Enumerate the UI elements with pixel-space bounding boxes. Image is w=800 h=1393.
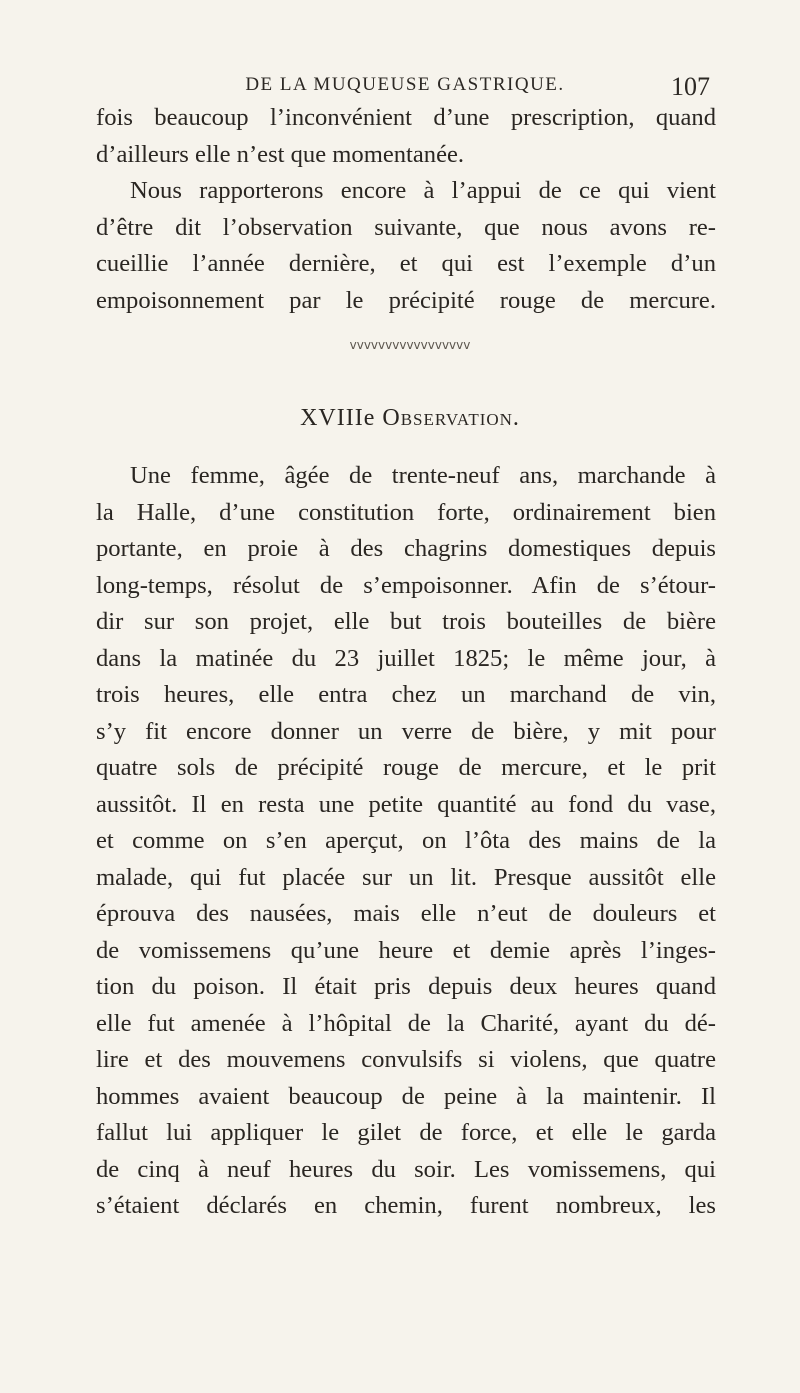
text-line: long-temps, résolut de s’empoisonner. Afin de s’étour- (96, 571, 716, 599)
text-line: elle fut amenée à l’hôpital de la Charité, ayant du dé- (96, 1009, 716, 1037)
text-line: éprouva des nausées, mais elle n’eut de douleurs et (96, 900, 716, 927)
text-line: de vomissemens qu’une heure et demie après l’inges- (96, 936, 716, 964)
text-line: d’être dit l’observation suivante, que nous avons re- (96, 213, 716, 241)
text-line: quatre sols de précipité rouge de mercure, et le prit (96, 754, 716, 781)
text-line: s’y fit encore donner un verre de bière, y mit pour (96, 717, 716, 745)
text-line: la Halle, d’une constitution forte, ordinairement bien (96, 498, 716, 526)
text-line: dir sur son projet, elle but trois bouteilles de bière (96, 608, 716, 635)
text-line: aussitôt. Il en resta une petite quantité au fond du vase, (96, 790, 716, 818)
text-line: malade, qui fut placée sur un lit. Presque aussitôt elle (96, 863, 716, 891)
text-line: et comme on s’en aperçut, on l’ôta des mains de la (96, 827, 716, 854)
text-line: fois beaucoup l’inconvénient d’une prescription, quand (96, 104, 716, 131)
text-line: de cinq à neuf heures du soir. Les vomissemens, qui (96, 1155, 716, 1183)
text-line: empoisonnement par le précipité rouge de mercure. (96, 286, 716, 314)
text-line: cueillie l’année dernière, et qui est l’exemple d’un (96, 250, 716, 277)
text-line: portante, en proie à des chagrins domestiques depuis (96, 535, 716, 562)
text-line: fallut lui appliquer le gilet de force, et elle le garda (96, 1119, 716, 1146)
text-line: hommes avaient beaucoup de peine à la maintenir. Il (96, 1082, 716, 1110)
text-line: trois heures, elle entra chez un marchand de vin, (96, 681, 716, 708)
text-line: Nous rapporterons encore à l’appui de ce qui vient (130, 177, 716, 204)
observation-paragraph (96, 458, 716, 1225)
text-line: dans la matinée du 23 juillet 1825; le même jour, à (96, 644, 716, 672)
text-line: Une femme, âgée de trente-neuf ans, marchande à (130, 462, 716, 489)
text-line: d’ailleurs elle n’est que momentanée. (96, 140, 465, 168)
section-heading (200, 405, 620, 432)
section-number: XVIIIe (300, 405, 376, 431)
text-line: tion du poison. Il était pris depuis deux heures quand (96, 973, 716, 1000)
intro-paragraph (96, 100, 716, 319)
ornament-divider: vvvvvvvvvvvvvvvvv (349, 338, 471, 352)
running-title: DE LA MUQUEUSE GASTRIQUE. (245, 74, 565, 95)
text-line: s’étaient déclarés en chemin, furent nombreux, les (96, 1192, 716, 1219)
text-line: lire et des mouvemens convulsifs si violens, que quatre (96, 1046, 716, 1073)
page-number: 107 (671, 72, 710, 101)
section-title: Observation. (382, 405, 520, 431)
